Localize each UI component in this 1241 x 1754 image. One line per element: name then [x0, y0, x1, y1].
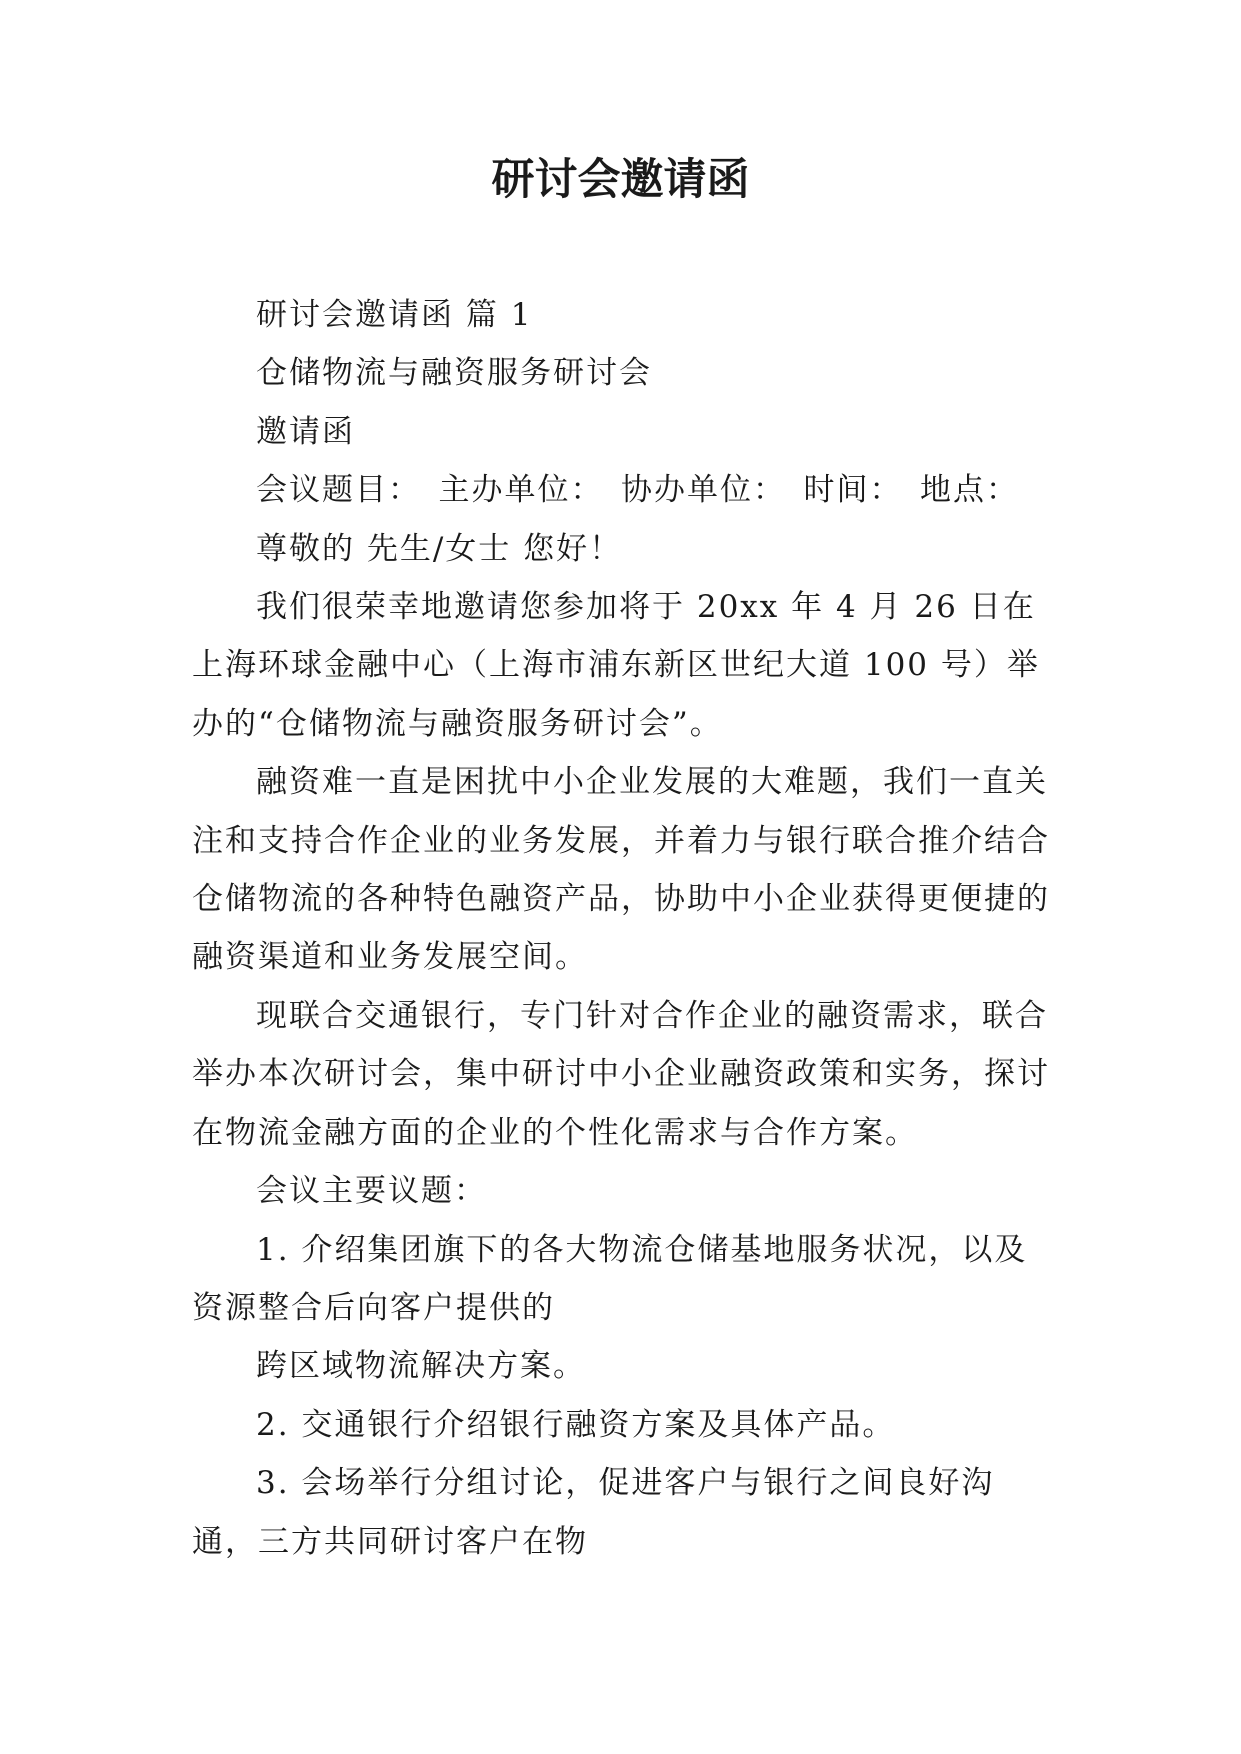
paragraph-meeting-fields: 会议题目： 主办单位： 协办单位： 时间： 地点： — [256, 472, 1019, 509]
paragraph-greeting: 尊敬的 先生/女士 您好！ — [256, 530, 623, 567]
paragraph-invitation-label: 邀请函 — [256, 413, 355, 450]
paragraph-topics-heading: 会议主要议题： — [256, 1173, 487, 1210]
paragraph-seminar-name: 仓储物流与融资服务研讨会 — [256, 355, 652, 392]
paragraph-purpose: 现联合交通银行，专门针对合作企业的融资需求，联合举办本次研讨会，集中研讨中小企业融资政策和实务，探讨在物流金融方面的企业的个性化需求与合作方案。 — [192, 997, 1050, 1151]
paragraph-background: 融资难一直是困扰中小企业发展的大难题，我们一直关注和支持合作企业的业务发展，并着力与银行联合推介结合仓储物流的各种特色融资产品，协助中小企业获得更便捷的融资渠道和业务发展空间。 — [192, 764, 1050, 976]
paragraph-invitation: 我们很荣幸地邀请您参加将于 20xx 年 4 月 26 日在上海环球金融中心（上海市浦东新区世纪大道 100 号）举办的“仓储物流与融资服务研讨会”。 — [192, 589, 1040, 742]
paragraph-topic-2: 2. 交通银行介绍银行融资方案及具体产品。 — [256, 1406, 896, 1443]
paragraph-section-heading: 研讨会邀请函 篇 1 — [256, 297, 533, 333]
paragraph-topic-1-cont: 跨区域物流解决方案。 — [256, 1348, 586, 1385]
paragraph-topic-3: 3. 会场举行分组讨论，促进客户与银行之间良好沟通，三方共同研讨客户在物 — [192, 1465, 995, 1560]
paragraph-topic-1: 1. 介绍集团旗下的各大物流仓储基地服务状况，以及资源整合后向客户提供的 — [192, 1231, 1028, 1326]
document-title: 研讨会邀请函 — [491, 155, 750, 205]
document-body — [192, 286, 1060, 1571]
